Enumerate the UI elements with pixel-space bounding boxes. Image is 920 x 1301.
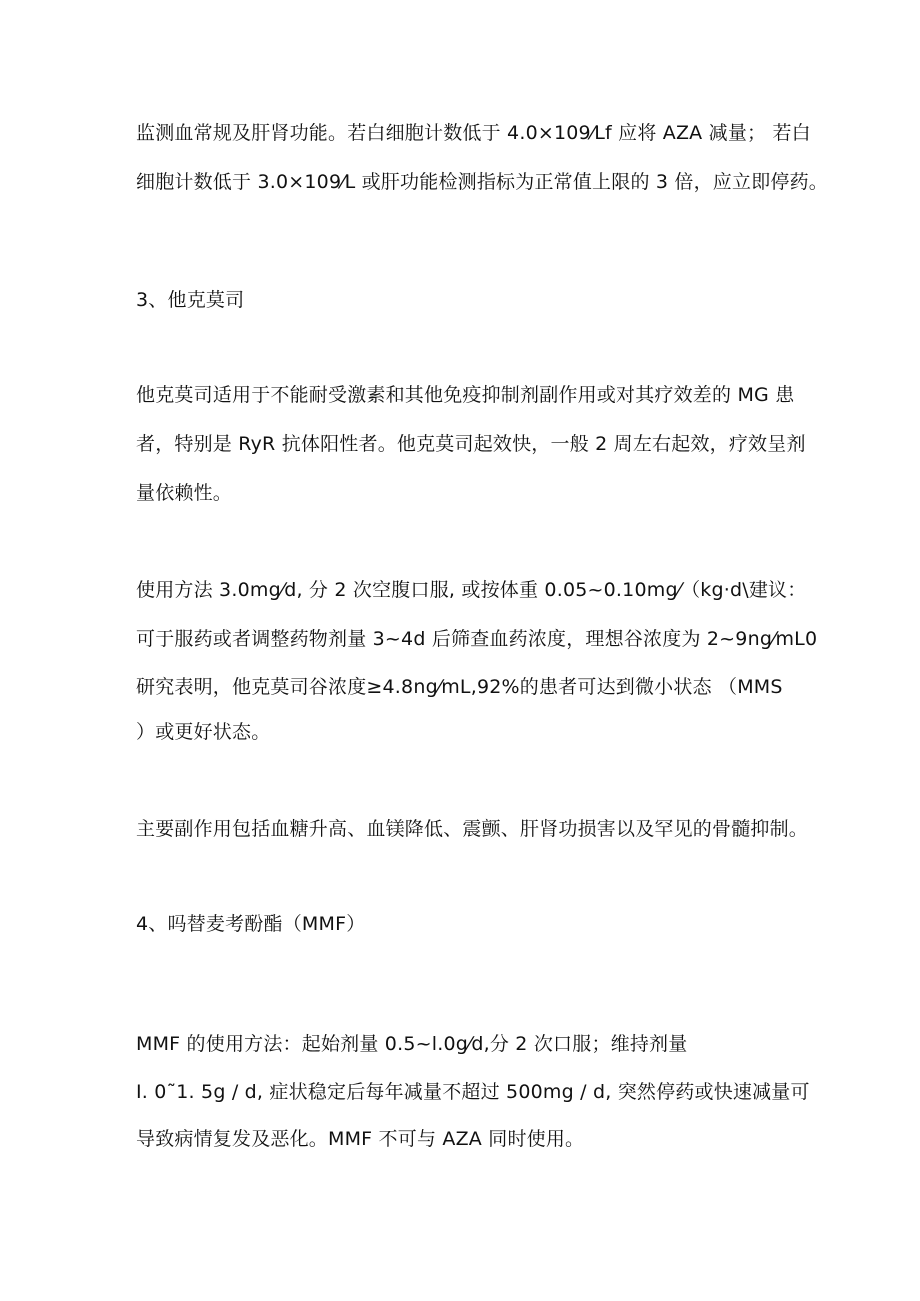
paragraph-4-line-1: 主要副作用包括血糖升高、血镁降低、震颤、肝肾功损害以及罕见的骨髓抑制。	[136, 818, 809, 840]
paragraph-3-line-1: 使用方法 3.0mg⁄d, 分 2 次空腹口服, 或按体重 0.05~0.10mg⁄（kg·d\建议：	[136, 579, 807, 601]
paragraph-1-line-1: 监测血常规及肝肾功能。若白细胞计数低于 4.0×109⁄Lf 应将 AZA 减量； 若白	[136, 122, 811, 144]
paragraph-5-line-2: I. 0˜1. 5g / d, 症状稳定后每年减量不超过 500mg / d, 突然停药或快速减量可	[136, 1081, 810, 1103]
section-heading-3: 3、他克莫司	[136, 289, 245, 311]
paragraph-3-line-4: ）或更好状态。	[136, 721, 271, 743]
paragraph-5-line-3: 导致病情复发及恶化。MMF 不可与 AZA 同时使用。	[136, 1128, 585, 1150]
paragraph-2-line-1: 他克莫司适用于不能耐受激素和其他免疫抑制剂副作用或对其疗效差的 MG 患	[136, 384, 795, 406]
paragraph-2-line-3: 量依赖性。	[136, 482, 233, 504]
paragraph-5-line-1: MMF 的使用方法：起始剂量 0.5~l.0g⁄d,分 2 次口服；维持剂量	[136, 1033, 688, 1055]
paragraph-3-line-3: 研究表明，他克莫司谷浓度≥4.8ng⁄mL,92%的患者可达到微小状态 （MMS	[136, 676, 783, 698]
paragraph-2-line-2: 者，特别是 RyR 抗体阳性者。他克莫司起效快，一般 2 周左右起效，疗效呈剂	[136, 433, 806, 455]
section-heading-4: 4、吗替麦考酚酯（MMF）	[136, 913, 366, 935]
paragraph-1-line-2: 细胞计数低于 3.0×109⁄L 或肝功能检测指标为正常值上限的 3 倍，应立即停药。	[136, 171, 829, 193]
paragraph-3-line-2: 可于服药或者调整药物剂量 3~4d 后筛查血药浓度，理想谷浓度为 2~9ng⁄mL0	[136, 628, 818, 650]
